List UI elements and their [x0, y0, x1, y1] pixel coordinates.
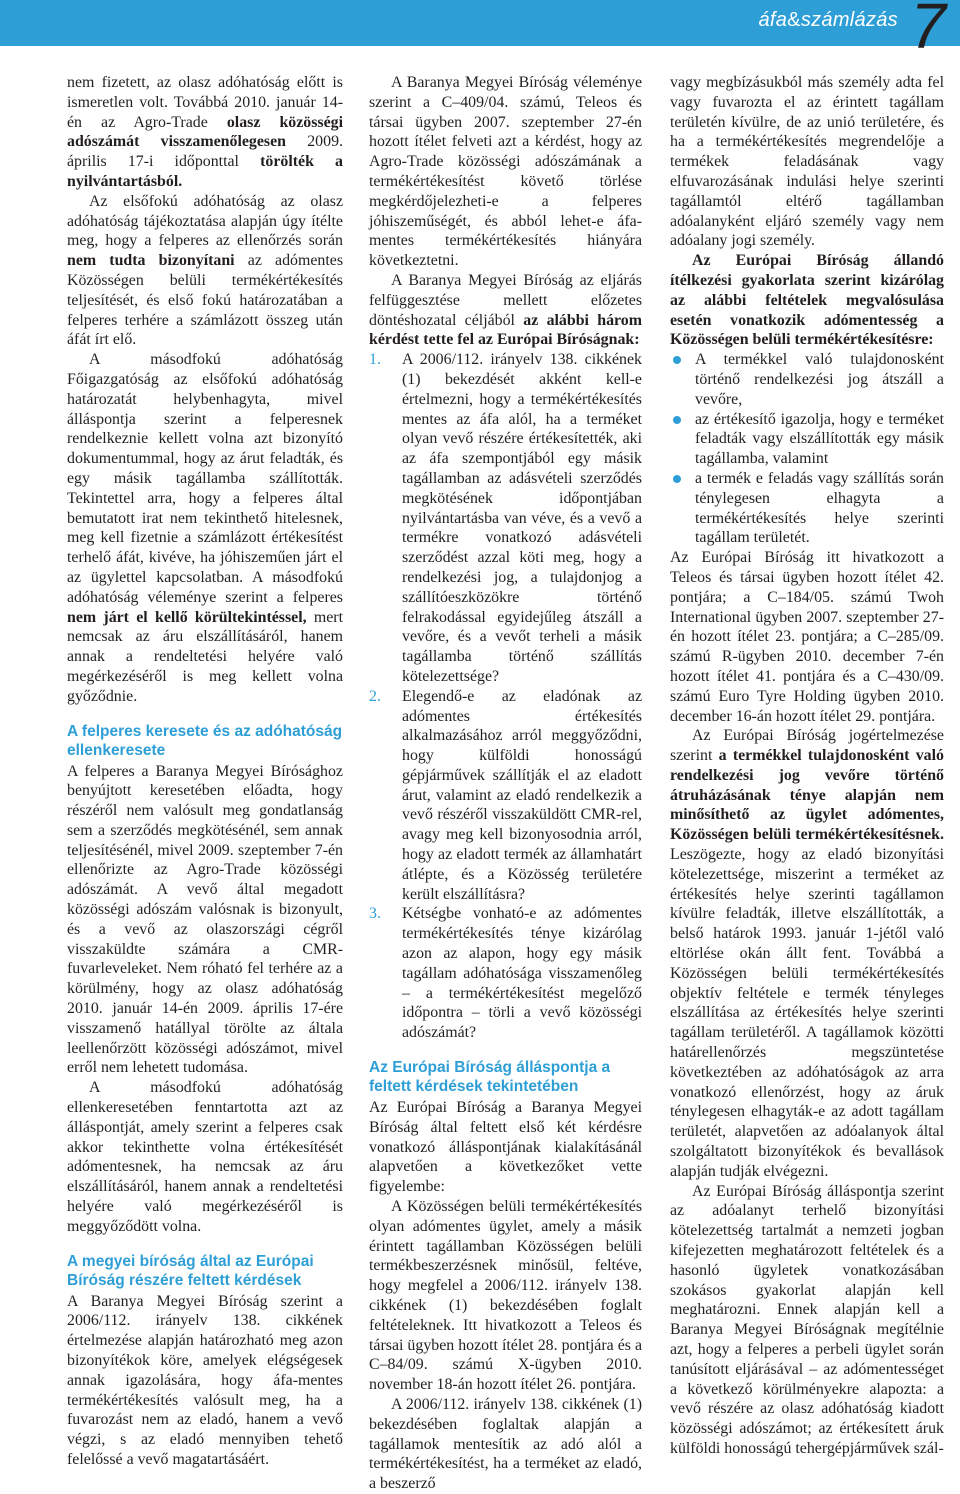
paragraph: A felperes a Baranya Megyei Bírósághoz benyújtott keresetében előadta, hogy részéről nem valósult meg gondatlanság sem a szerződés megkötésénél, sem annak teljesítésénél, mivel 2009. szeptember 7-én ellenőrizte az Agro-Trade közösségi adószámát. A vevő által megadott közösségi adószám valósnak is bizonyult, és a vevő az olaszországi cégről visszaküldte számára a CMR-fuvarleveleket. Nem róható fel terhére az a körülmény, hogy az olasz adóhatóság 2010. január 14-én 2009. április 17-ére visszamenő hatállyal törölte az általa leellenőrzött közösségi adószámot, mivel erről nem lehetett tudomása.: [67, 762, 343, 1077]
paragraph: vagy megbízásukból más személy adta fel vagy fuvarozta el az érintett tagállam területén kívülre, de az unió területére, és ha a termékértékesítés megrendelője a termékek feladásának vagy elfuvarozásának indulási helye szerinti tagállamtól eltérő tagállamban adóalanyként eljáró személy vagy nem adóalany jogi személy.: [670, 74, 944, 250]
list-number: 2.: [369, 687, 381, 705]
paragraph: [670, 726, 944, 1181]
brand-ampersand: &: [787, 9, 801, 31]
section-heading: A megyei bíróság által az Európai Bíróság részére feltett kérdések: [67, 1252, 314, 1289]
list-number: 3.: [369, 905, 381, 923]
paragraph: A Közösségen belüli termékértékesítés olyan adómentes ügylet, amely a másik érintett tagállamban Közösségen belüli termékbeszerzésnek minősül, feltéve, hogy megfelel a 2006/112. irányelv 138. cikkének (1) bekezdésében foglalt feltételeknek. Itt hivatkozott a Teleos és társai ügyben hozott ítélet 28. pontjára és a C–84/09. számú X-ügyben 2010. november 18-án hozott ítélet 26. pontjára.: [369, 1198, 642, 1394]
text-run: 2009. április 17-i időponttal: [67, 133, 343, 171]
column-1: [67, 73, 343, 1470]
paragraph: [67, 192, 343, 350]
paragraph: A 2006/112. irányelv 138. cikkének (1) bekezdésében foglaltak alapján a tagállamok mentesítik az adó alól a termékértékesítést, ha a terméket az eladó, a beszerző: [369, 1396, 642, 1493]
question-list: [369, 350, 642, 1043]
column-3: [670, 73, 944, 1459]
paragraph: [670, 251, 944, 350]
condition-list: [670, 350, 944, 548]
question-text: Elegendő-e az eladónak az adómentes értékesítés alkalmazásához arról meggyőződni, hogy külföldi honosságú gépjárművek szállítják el az eladott árut, valamint az eladó rendelkezik a vevő részéről visszaküldött CMR-rel, avagy meg kell bizonyosodnia arról, hogy az eladott termék az államhatárt átlépte, és a Közösség területére került elszállításra?: [402, 687, 642, 903]
bullet-icon: [673, 416, 681, 424]
paragraph: A Baranya Megyei Bíróság szerint a 2006/112. irányelv 138. cikkének értelmezése alapján határozható meg azon bizonyítékok köre, amelyek elégségesek annak igazolására, hogy áfa-mentes termékértékesítés valósult meg, ha a fuvarozást nem az eladó, hanem a vevő végzi, s az eladó mennyiben tehető felelőssé a vevő magatartásáért.: [67, 1292, 343, 1468]
text-run: mert nemcsak az áru elszállításáról, hanem annak a rendeltetési helyére való megérkezéséről is meg kellett volna győződnie.: [67, 608, 343, 705]
paragraph: [67, 350, 343, 706]
publication-brand: [758, 9, 898, 32]
bullet-icon: [673, 356, 681, 364]
bold-run: törölték a nyilvántartásból.: [67, 153, 343, 190]
text-run: Az elsőfokú adóhatóság az olasz adóhatóság tájékoztatása alapján úgy ítélte meg, hogy a felperes az ellenőrzés során: [67, 192, 343, 250]
paragraph: [67, 73, 343, 192]
text-run: Leszögezte, hogy az eladó bizonyítási kötelezettsége, miszerint a terméket az értékesítés helye szerinti tagállamon kívülre feladták, illetve elszállították, a belső határok 1993. január 1-jétől való eltörlése okán állt fent. Továbbá a Közösségen belüli termékértékesítés objektív feltétele e termék tényleges elszállítása az értékesítés helye szerinti tagállam területéről. A tagállamok közötti határellenőrzés megszüntetése következtében az adóhatóságok az arra vonatkozó ellenőrzést, hogy az áruk ténylegesen elhagyták-e az adott tagállam területét, alapvetően az adóalanyok által szolgáltatott bizonyítékok és bevallások alapján tudják elvégezni.: [670, 846, 944, 1180]
paragraph: Az Európai Bíróság itt hivatkozott a Teleos és társai ügyben hozott ítélet 42. pontjára; a C–184/05. számú Twoh International ügyben 2007. szeptember 27-én hozott ítélet 23. pontjára; a C–285/09. számú R-ügyben 2010. december 7-én hozott ítélet 41. pontjára és a C–430/09. számú Euro Tyre Holding ügyben 2010. december 16-án hozott ítélet 29. pontjára.: [670, 549, 944, 725]
question-item: [369, 687, 642, 905]
paragraph: [369, 271, 642, 350]
page-number: 7: [910, 0, 946, 62]
text-run: A másodfokú adóhatóság Főigazgatóság az elsőfokú adóhatóság határozatát helybenhagyta, mivel álláspontja szerint a felperesnek rendelkeznie kellett volna azt bizonyító dokumentummal, hogy az árut feladták, és egy másik tagállamba szállították. Tekintettel arra, hogy a felperes által bemutatott irat nem tekinthető hitelesnek, meg kell fizetnie a számlázott értékesítést terhelő áfát, kivéve, ha jóhiszeműen járt el az ügylettel kapcsolatban. A másodfokú adóhatóság véleménye szerint a felperes: [67, 351, 343, 606]
text-run: az adómentes Közösségen belüli termékértékesítés teljesítését, és első fokú határozatában a felperes terhére a számlázott összeg után áfát írt elő.: [67, 252, 343, 349]
brand-part-2: számlázás: [800, 9, 898, 31]
text-run: nem fizetett, az olasz adóhatóság előtt is ismeretlen volt. Továbbá 2010. január 14-én az Agro-Trade: [67, 74, 343, 131]
question-item: [369, 350, 642, 687]
bold-run: a termékkel tulajdonosként való rendelkezési jog vevőre történő átruházásának ténye alapján nem minősíthető az ügylet adómentes, Közösségen belüli termékértékesítésnek.: [670, 747, 944, 844]
list-item-text: A termékkel való tulajdonosként történő rendelkezési jog átszáll a vevőre,: [695, 351, 944, 408]
paragraph: A Baranya Megyei Bíróság véleménye szerint a C–409/04. számú, Teleos és társai ügyben 2007. szeptember 27-én hozott ítélet felveti azt a kérdést, hogy az Agro-Trade közösségi adószámának a termékértékesítést követő törlése megkérdőjelezheti-e a felperes jóhiszeműségét, és abból lehet-e áfa-mentes termékértékesítés hiányára következtetni.: [369, 74, 642, 270]
paragraph: Az Európai Bíróság álláspontja szerint az adóalanyt terhelő bizonyítási kötelezettség tartalmát a nemzeti jogban kifejezetten meghatározott feltételek és a hasonló ügyletek vonatkozásában szokásos gyakorlat alapján kell meghatározni. Ennek alapján kell a Baranya Megyei Bíróságnak megítélnie azt, hogy a felperes a perbeli ügylet során tanúsított eljárásával – az adómentességet a következő körülményekre alapozta: a vevő részére az olasz adóhatóság kiadott közösségi adószámot; az értékesített áruk külföldi honosságú tehergépjárművek szál-: [670, 1182, 944, 1457]
column-2: [369, 73, 642, 1494]
section-heading: Az Európai Bíróság álláspontja a feltett kérdések tekintetében: [369, 1059, 611, 1096]
paragraph: A másodfokú adóhatóság ellenkeresetében fenntartotta azt az álláspontját, amely szerint a felperes csak akkor tekinthette volna értékesítését adómentesnek, ha nemcsak az áru elszállításáról, hanem annak a rendeltetési helyére való megérkezéséről is meggyőződött volna.: [67, 1079, 343, 1235]
bold-run: nem tudta bizonyítani: [67, 252, 235, 270]
list-number: 1.: [369, 351, 381, 369]
bold-run: az alábbi három kérdést tette fel az Európai Bíróságnak:: [369, 311, 642, 349]
section-heading: A felperes keresete és az adóhatóság ellenkeresete: [67, 722, 343, 759]
question-text: A 2006/112. irányelv 138. cikkének (1) bekezdését akként kell-e értelmezni, hogy a termékértékesítés mentes az áfa alól, ha a terméket olyan vevő részére értékesítették, aki az áfa szempontjából egy másik tagállamban az adásvételi szerződés megkötésének időpontjában nyilvántartásba van véve, és a vevő a termékre vonatkozó adásvételi szerződést azzal köti meg, hogy a rendelkezési jog, a tulajdonjog a szállítóeszközökre történő felrakodással egyidejűleg átszáll a vevőre, és a vevőt terheli a másik tagállamba történő szállítás kötelezettsége?: [402, 351, 642, 685]
question-item: [369, 904, 642, 1043]
bold-run: Az Európai Bíróság állandó ítélkezési gyakorlata szerint kizárólag az alábbi feltételek megvalósulása esetén vonatkozik adómentesség a Közösségen belüli termékértékesítésre:: [670, 252, 944, 349]
bullet-icon: [673, 475, 681, 483]
text-run: Az Európai Bíróság jogértelmezése szerint: [670, 727, 944, 765]
list-item: [670, 410, 944, 469]
text-run: A Baranya Megyei Bíróság az eljárás felfüggesztése mellett előzetes döntéshozatal céljából: [369, 271, 642, 329]
question-text: Kétségbe vonható-e az adómentes termékértékesítés ténye kizárólag azon az alapon, hogy egy másik tagállam adóhatósága visszamenőleg – a termékértékesítést megelőző időpontra – törli a vevő közösségi adószámát?: [402, 905, 642, 1042]
list-item-text: az értékesítő igazolja, hogy e terméket feladták vagy elszállították egy másik tagállamba, valamint: [695, 410, 944, 468]
bold-run: nem járt el kellő körültekintéssel,: [67, 608, 307, 626]
paragraph: Az Európai Bíróság a Baranya Megyei Bíróság által feltett első két kérdésre vonatkozó álláspontjának kialakításánál alapvetően a következőket vette figyelembe:: [369, 1099, 642, 1196]
brand-part-1: áfa: [758, 9, 788, 31]
list-item: [670, 350, 944, 409]
list-item-text: a termék e feladás vagy szállítás során ténylegesen elhagyta a termékértékesítés helye szerinti tagállam területét.: [695, 469, 944, 547]
list-item: [670, 469, 944, 548]
bold-run: olasz közösségi adószámát visszamenőlegesen: [67, 113, 344, 151]
